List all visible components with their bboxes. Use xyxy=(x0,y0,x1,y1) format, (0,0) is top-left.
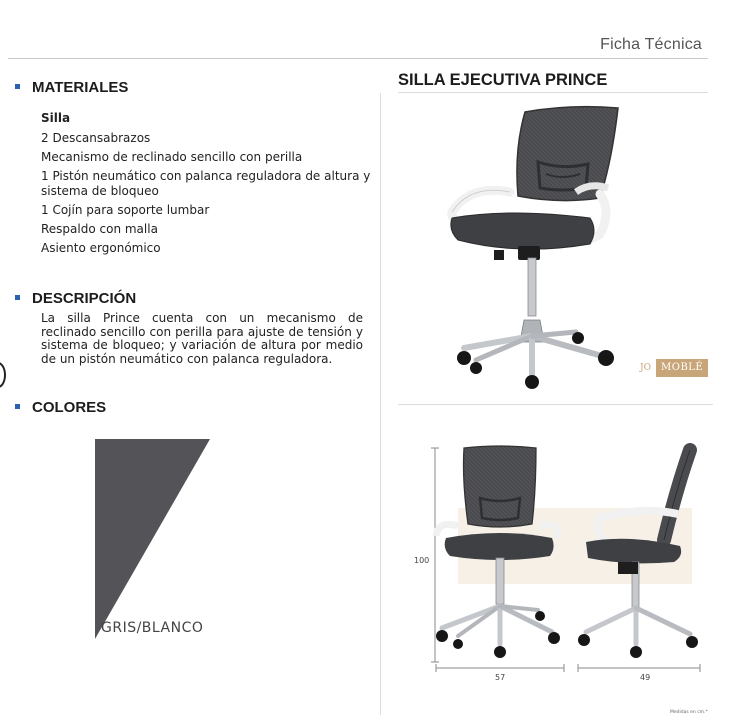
materials-item: Respaldo con malla xyxy=(41,222,158,236)
chair-main-image xyxy=(440,100,640,390)
swatch-gray xyxy=(95,439,210,639)
color-swatch xyxy=(95,439,211,639)
materials-item: 2 Descansabrazos xyxy=(41,131,151,145)
dimension-width-label: 57 xyxy=(495,673,506,682)
materials-item: 1 Cojín para soporte lumbar xyxy=(41,203,210,217)
materials-item: Mecanismo de reclinado sencillo con perilla xyxy=(41,150,303,164)
title-divider xyxy=(398,92,708,93)
product-title: SILLA EJECUTIVA PRINCE xyxy=(398,71,608,89)
dimension-note: Medidas en cm.* xyxy=(670,710,708,715)
section-divider xyxy=(398,404,713,405)
materials-heading xyxy=(15,79,128,96)
description-heading xyxy=(15,290,136,307)
brand-logo-partial: JO xyxy=(640,363,651,373)
dimension-height-label: 100 xyxy=(414,556,430,565)
materials-heading-text: MATERIALES xyxy=(32,79,129,96)
colors-heading xyxy=(15,399,106,416)
page-edge-fragment xyxy=(0,362,6,388)
materials-item: 1 Pistón neumático con palanca reguladora de altura y sistema de bloqueo xyxy=(41,169,371,198)
materials-list xyxy=(41,111,371,260)
description-heading-text: DESCRIPCIÓN xyxy=(32,290,137,307)
bullet-icon xyxy=(15,404,20,409)
colors-heading-text: COLORES xyxy=(32,399,107,416)
brand-logo: MOBLÉ xyxy=(656,359,708,377)
description-text: La silla Prince cuenta con un mecanismo de reclinado sencillo con perilla para ajuste de tensión y sistema de bloqueo; y variación de altura por medio de un pistón neumático con palanca reguladora. xyxy=(41,311,363,366)
materials-item: Asiento ergonómico xyxy=(41,241,161,255)
swatch-label: GRIS/BLANCO xyxy=(101,620,204,636)
bullet-icon xyxy=(15,295,20,300)
bullet-icon xyxy=(15,84,20,89)
dimension-depth-label: 49 xyxy=(640,673,651,682)
header-divider xyxy=(8,58,708,59)
dimension-drawing xyxy=(428,440,718,690)
column-divider xyxy=(380,93,381,715)
materials-subheading: Silla xyxy=(41,111,71,125)
page-title: Ficha Técnica xyxy=(600,36,702,53)
